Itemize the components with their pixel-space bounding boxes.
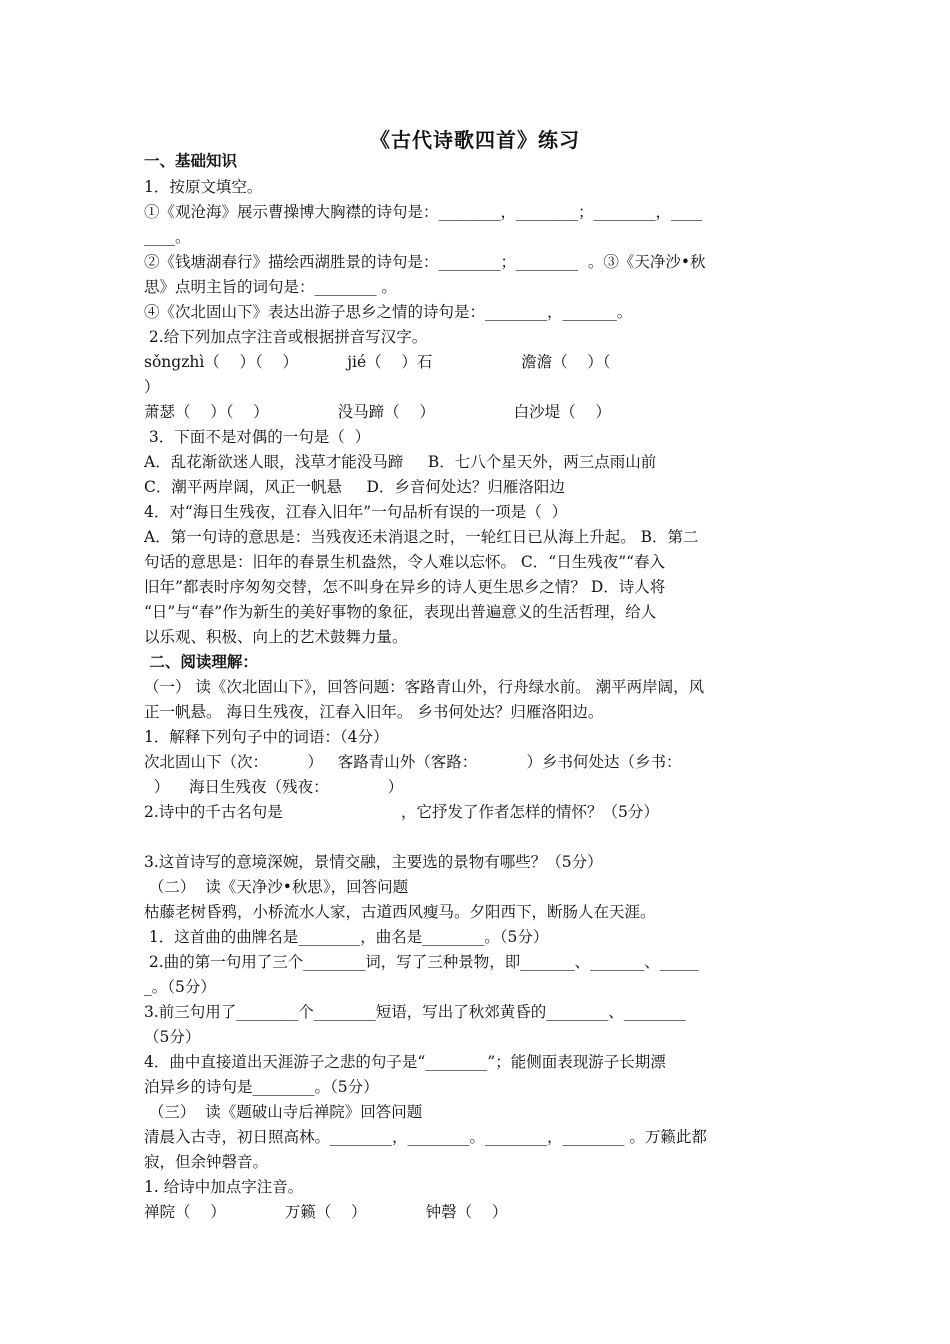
text-line: 次北固山下（次： ） 客路青山外（客路： ）乡书何处达（乡书： bbox=[144, 753, 682, 771]
text-line: 清晨入古寺，初日照高林。________，________。________，________ 。万籁此都 bbox=[144, 1128, 707, 1146]
text-line: ） bbox=[144, 378, 160, 396]
text-line: ） 海日生残夜（残夜： ） bbox=[144, 778, 404, 796]
text-line: （一） 读《次北固山下》，回答问题：客路青山外，行舟绿水前。 潮平两岸阔，风 bbox=[144, 678, 705, 696]
section-heading-basics: 一、基础知识 bbox=[144, 151, 238, 170]
text-line: （二） 读《天净沙•秋思》，回答问题 bbox=[144, 878, 409, 896]
text-line: 思》点明主旨的词句是：________ 。 bbox=[144, 278, 397, 296]
text-line: 旧年”都表时序匆匆交替，怎不叫身在异乡的诗人更生思乡之情？ D．诗人将 bbox=[144, 578, 666, 596]
text-line: ④《次北固山下》表达出游子思乡之情的诗句是：________，_______。 bbox=[144, 303, 633, 321]
text-line: C．潮平两岸阔，风正一帆悬 D．乡音何处达？归雁洛阳边 bbox=[144, 478, 565, 496]
text-line: （5分） bbox=[144, 1028, 201, 1046]
text-line: ①《观沧海》展示曹操博大胸襟的诗句是：________，________；________，____ bbox=[144, 203, 703, 221]
text-line: A．乱花渐欲迷人眼，浅草才能没马蹄 B．七八个星天外，两三点雨山前 bbox=[144, 453, 657, 471]
text-line: 句话的意思是：旧年的春景生机盎然，令人难以忘怀。 C．“日生残夜”“春入 bbox=[144, 553, 666, 571]
text-line: 1．这首曲的曲牌名是________，曲名是________。（5分） bbox=[144, 928, 549, 946]
text-line: 1. 给诗中加点字注音。 bbox=[144, 1178, 304, 1196]
text-line: 2.曲的第一句用了三个________词，写了三种景物，即_______、_______、_____ bbox=[144, 953, 699, 971]
text-line: 以乐观、积极、向上的艺术鼓舞力量。 bbox=[144, 628, 408, 646]
text-line: 寂，但余钟磬音。 bbox=[144, 1153, 269, 1171]
text-line: 4．对“海日生残夜，江春入旧年”一句品析有误的一项是（ ） bbox=[144, 503, 568, 521]
text-line: 4．曲中直接道出天涯游子之悲的句子是“________”；能侧面表现游子长期漂 bbox=[144, 1053, 666, 1071]
text-line: 萧瑟（ ）（ ） 没马蹄（ ） 白沙堤（ ） bbox=[144, 403, 611, 421]
section-heading-reading: 二、阅读理解： bbox=[144, 652, 258, 671]
text-line: “日”与“春”作为新生的美好事物的象征，表现出普遍意义的生活哲理，给人 bbox=[144, 603, 657, 621]
text-line: 2.诗中的千古名句是 ，它抒发了作者怎样的情怀？（5分） bbox=[144, 803, 659, 821]
document-title: 《古代诗歌四首》练习 bbox=[370, 128, 580, 152]
text-line: _。（5分） bbox=[144, 978, 216, 996]
text-line: 1．按原文填空。 bbox=[144, 178, 263, 196]
text-line: ②《钱塘湖春行》描绘西湖胜景的诗句是：________；________ 。③《天净沙•秋 bbox=[144, 253, 706, 271]
text-line: 泊异乡的诗句是________。（5分） bbox=[144, 1078, 379, 1096]
text-line: A．第一句诗的意思是：当残夜还未消退之时，一轮红日已从海上升起。 B．第二 bbox=[144, 528, 699, 546]
text-line: ____。 bbox=[144, 228, 191, 246]
text-line: 枯藤老树昏鸦，小桥流水人家，古道西风瘦马。夕阳西下，断肠人在天涯。 bbox=[144, 903, 656, 921]
text-line: 1．解释下列句子中的词语：（4分） bbox=[144, 728, 389, 746]
text-line: 3.这首诗写的意境深婉，景情交融，主要选的景物有哪些？（5分） bbox=[144, 853, 603, 871]
text-line: 3.前三句用了________个________短语，写出了秋郊黄昏的________、________ bbox=[144, 1003, 686, 1021]
text-line: 正一帆悬。 海日生残夜，江春入旧年。 乡书何处达？归雁洛阳边。 bbox=[144, 703, 604, 721]
text-line: 3．下面不是对偶的一句是（ ） bbox=[144, 428, 371, 446]
text-line: 2.给下列加点字注音或根据拼音写汉字。 bbox=[144, 328, 428, 346]
text-line: （三） 读《题破山寺后禅院》回答问题 bbox=[144, 1103, 423, 1121]
text-line: 禅院（ ） 万籁（ ） 钟磬（ ） bbox=[144, 1203, 508, 1221]
text-line: sǒngzhì（ ）（ ） jié（ ）石 澹澹（ ）（ bbox=[144, 353, 611, 371]
